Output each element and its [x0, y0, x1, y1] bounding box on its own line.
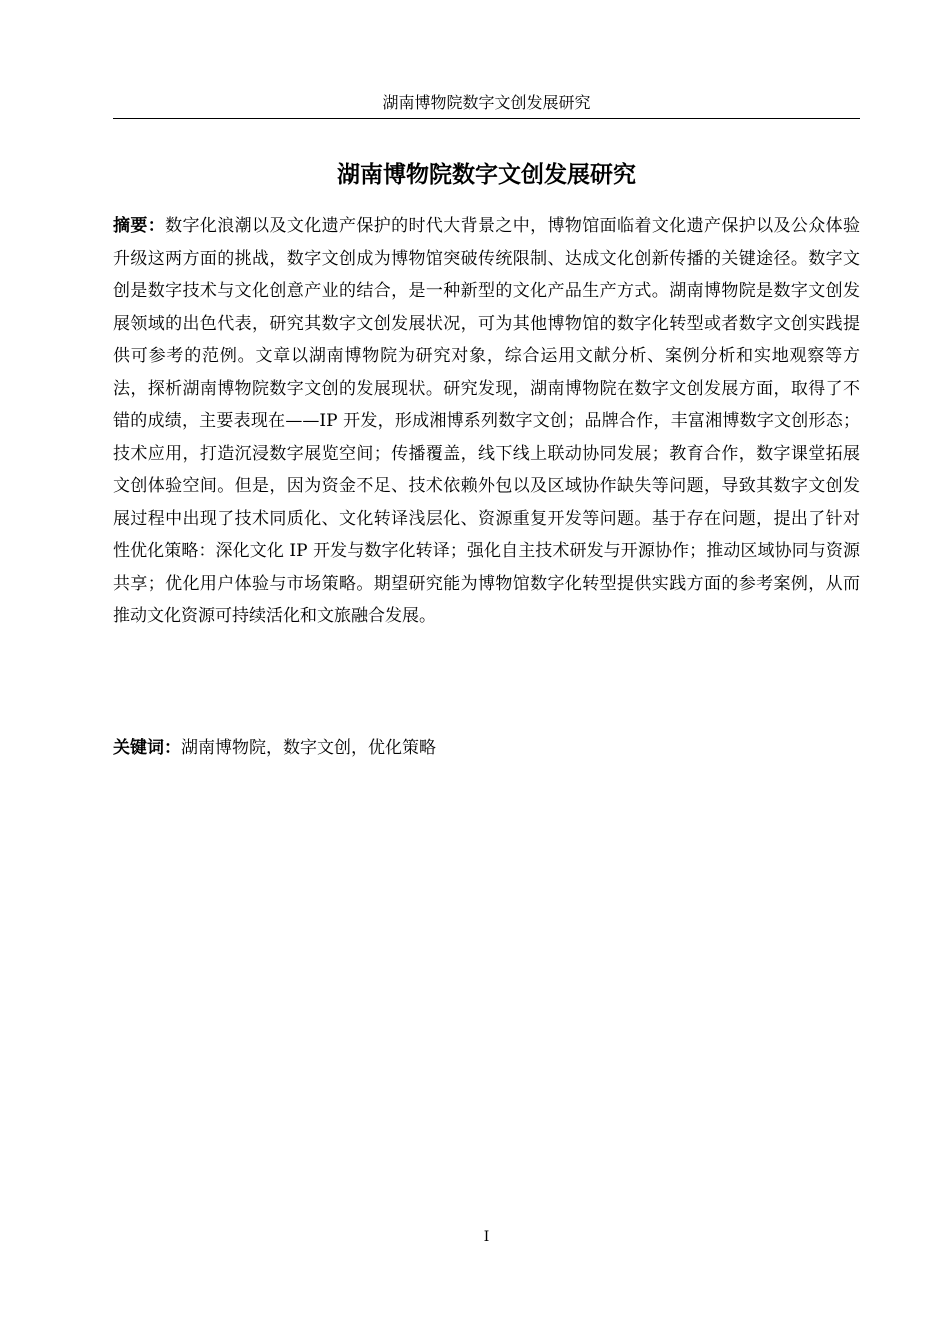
keywords-paragraph	[113, 732, 860, 764]
keywords-text: 湖南博物院，数字文创，优化策略	[181, 738, 436, 758]
page-number: I	[483, 1229, 490, 1245]
header-rule	[113, 118, 860, 119]
abstract-label: 摘要：	[113, 216, 166, 236]
running-header: 湖南博物院数字文创发展研究	[382, 93, 591, 112]
paper-title: 湖南博物院数字文创发展研究	[337, 162, 636, 188]
abstract-text: 数字化浪潮以及文化遗产保护的时代大背景之中，博物馆面临着文化遗产保护以及公众体验升级这两方面的挑战，数字文创成为博物馆突破传统限制、达成文化创新传播的关键途径。数字文创是数字技术与文化创意产业的结合，是一种新型的文化产品生产方式。湖南博物院是数字文创发展领域的出色代表，研究其数字文创发展状况，可为其他博物馆的数字化转型或者数字文创实践提供可参考的范例。文章以湖南博物院为研究对象，综合运用文献分析、案例分析和实地观察等方法，探析湖南博物院数字文创的发展现状。研究发现，湖南博物院在数字文创发展方面，取得了不错的成绩，主要表现在——IP 开发，形成湘博系列数字文创；品牌合作，丰富湘博数字文创形态；技术应用，打造沉浸数字展览空间；传播覆盖，线下线上联动协同发展；教育合作，数字课堂拓展文创体验空间。但是，因为资金不足、技术依赖外包以及区域协作缺失等问题，导致其数字文创发展过程中出现了技术同质化、文化转译浅层化、资源重复开发等问题。基于存在问题，提出了针对性优化策略：深化文化 IP 开发与数字化转译；强化自主技术研发与开源协作；推动区域协同与资源共享；优化用户体验与市场策略。期望研究能为博物馆数字化转型提供实践方面的参考案例，从而推动文化资源可持续活化和文旅融合发展。	[113, 216, 861, 626]
abstract-paragraph	[113, 210, 860, 633]
keywords-label: 关键词：	[113, 738, 181, 758]
